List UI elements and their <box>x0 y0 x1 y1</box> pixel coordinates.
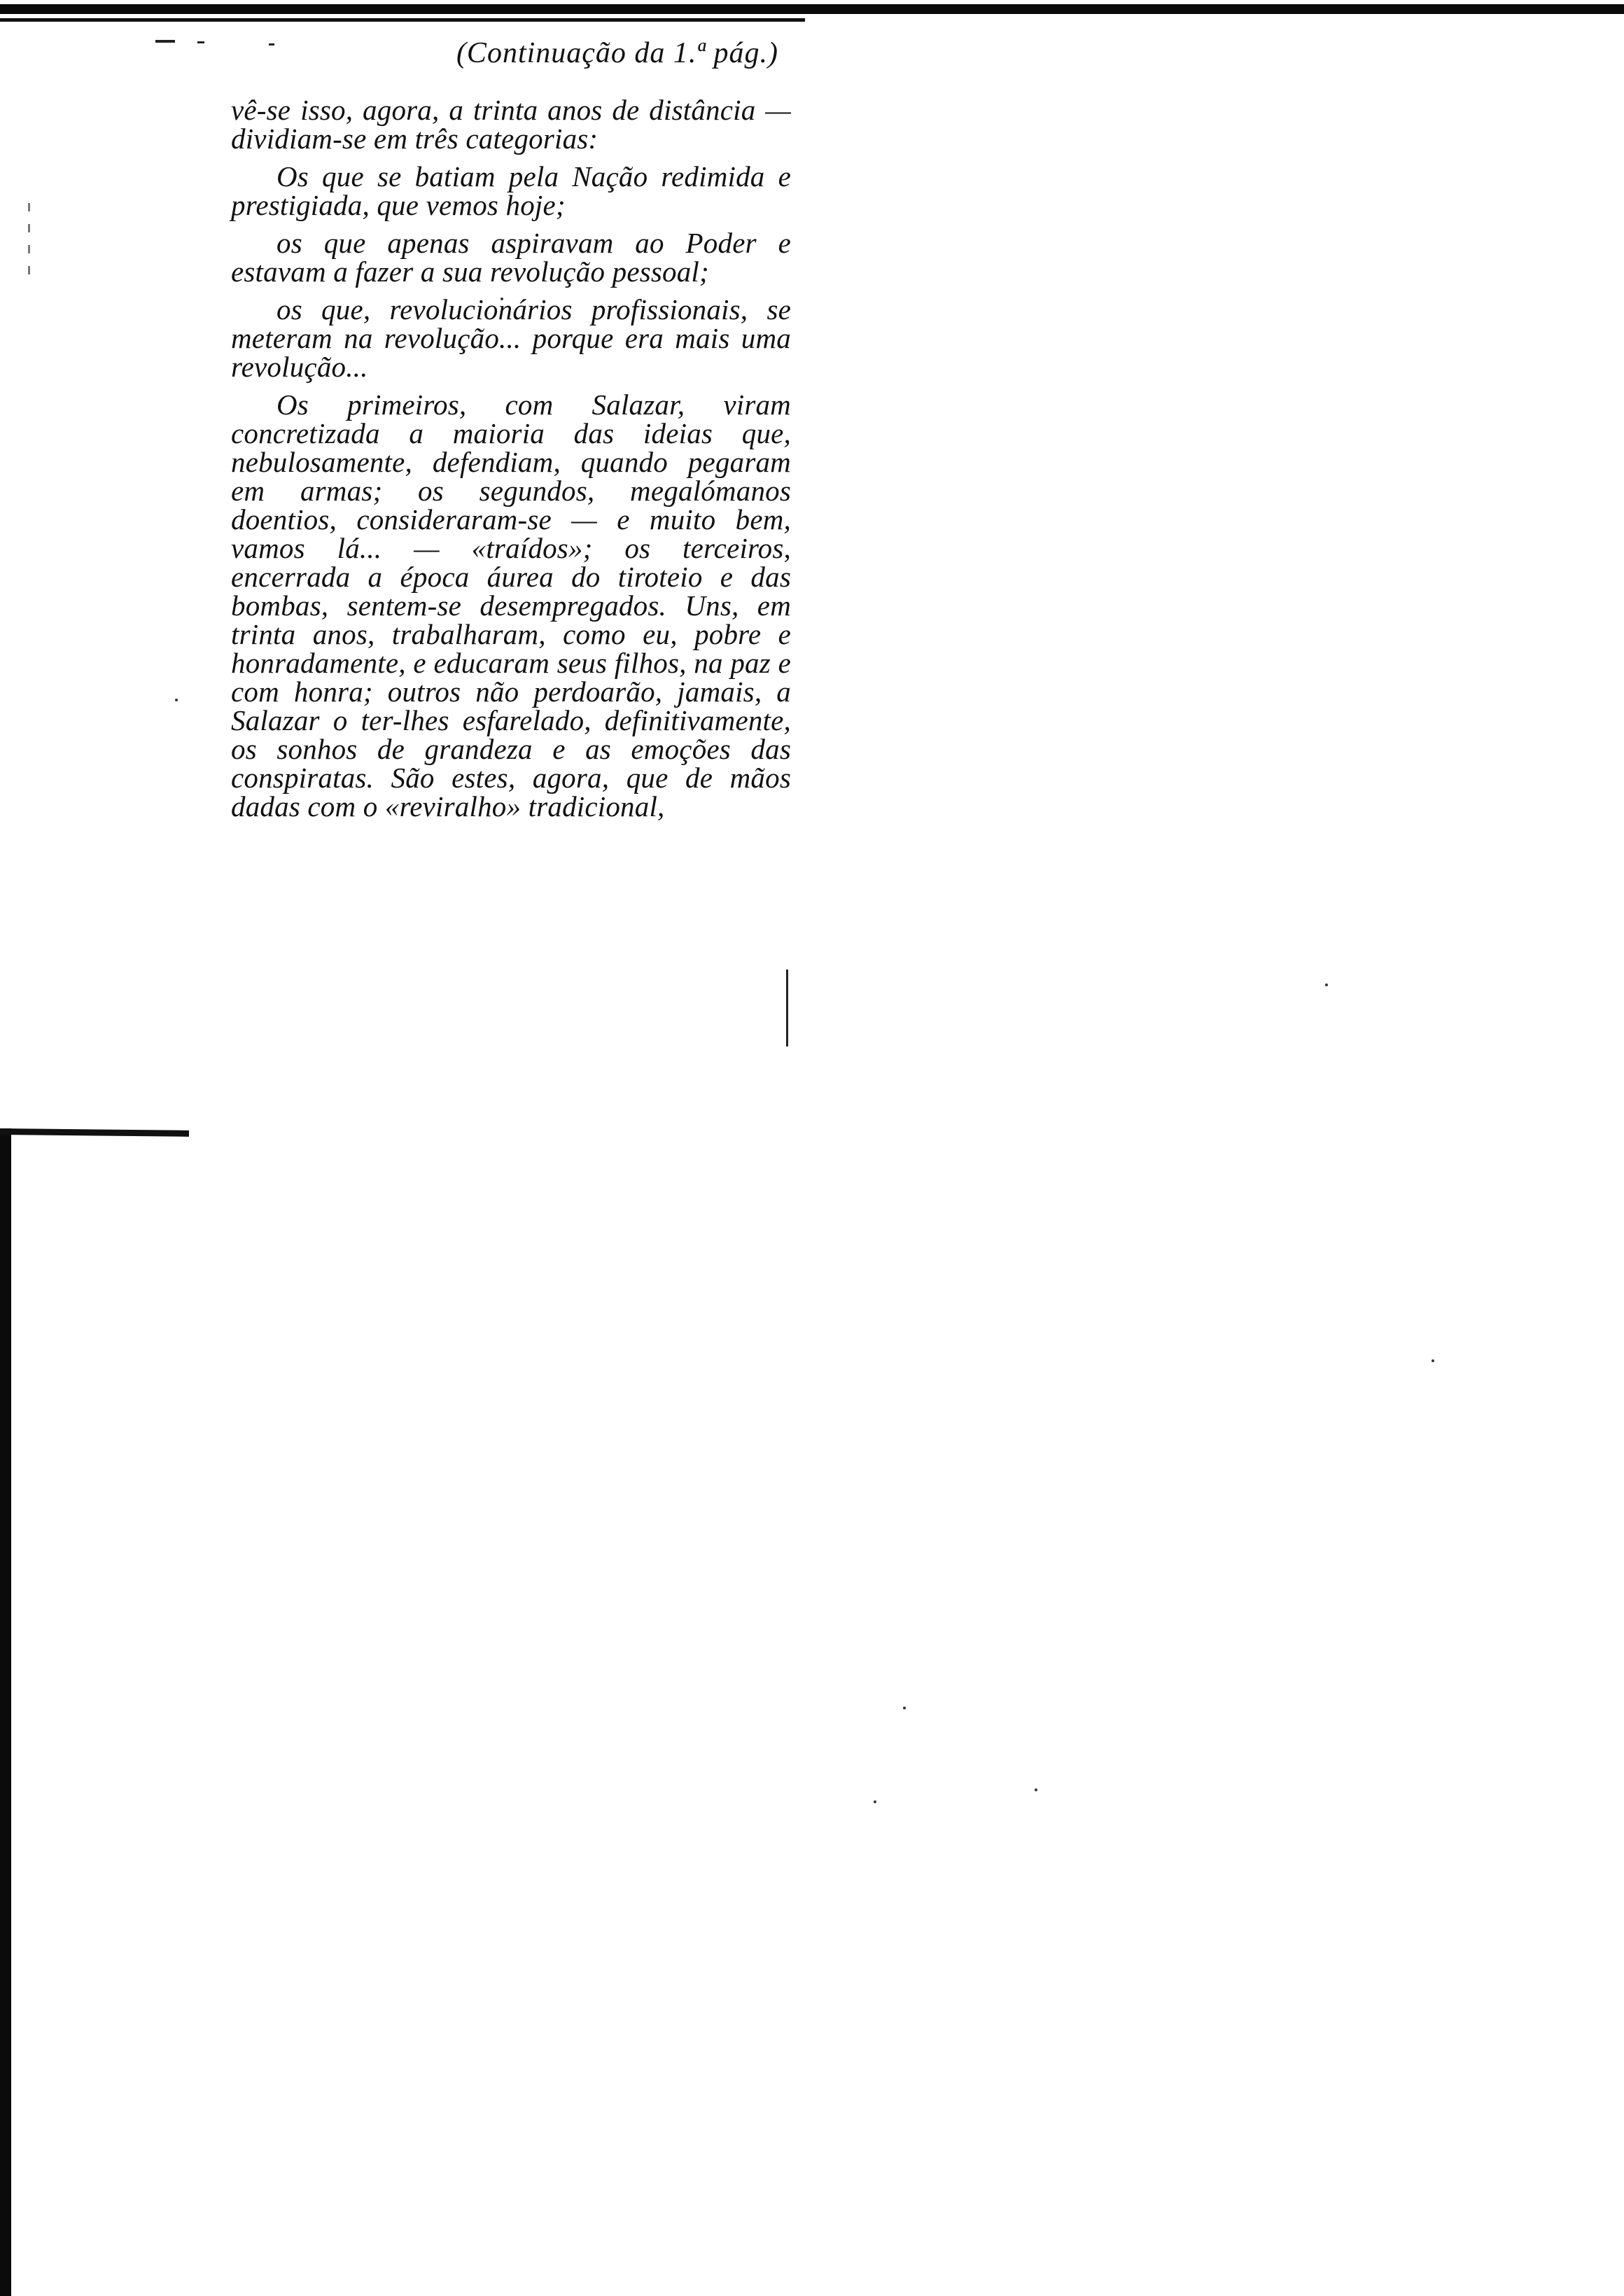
scan-mark <box>786 969 788 1046</box>
continuation-note: (Continuação da 1.ª pág.) <box>456 37 778 69</box>
article-paragraph: os que, revolucionários profissionais, se meteram na revolução... porque era mais uma revolução... <box>231 293 791 383</box>
scan-clipping-bottom-edge <box>0 1128 189 1137</box>
scan-mark <box>28 266 30 274</box>
scan-clipping-edge <box>0 18 805 22</box>
scan-speck <box>175 699 178 701</box>
scan-speck <box>1432 1359 1434 1362</box>
scan-mark <box>197 41 204 43</box>
scan-mark <box>28 203 30 211</box>
scan-speck <box>903 1707 906 1709</box>
scan-mark <box>155 40 175 43</box>
scan-mark <box>28 245 30 253</box>
article-paragraph: vê-se isso, agora, a trinta anos de distância — dividiam-se em três categorias: <box>231 94 791 155</box>
article-clipping <box>231 38 791 830</box>
article-paragraph: Os primeiros, com Salazar, viram concretizada a maioria das ideias que, nebulosamente, defendiam, quando pegaram em armas; os segundos, megalómanos doentios, consideraram-se — e muito bem, vamos lá... — «traídos»; os terceiros, encerrada a época áurea do tiroteio e das bombas, sentem-se desempregados. Uns, em trinta anos, trabalharam, como eu, pobre e honradamente, e educaram seus filhos, na paz e com honra; outros não perdoarão, jamais, a Salazar o ter-lhes esfarelado, definitivamente, os sonhos de grandeza e as emoções das conspiratas. São estes, agora, que de mãos dadas com o «reviralho» tradicional, <box>231 388 791 822</box>
article-paragraph: Os que se batiam pela Nação redimida e prestigiada, que vemos hoje; <box>231 160 791 221</box>
scan-mark <box>28 224 30 232</box>
scan-left-border <box>0 1128 11 2296</box>
article-paragraph: os que apenas aspiravam ao Poder e estavam a fazer a sua revolução pessoal; <box>231 227 791 288</box>
scan-top-border <box>0 4 1624 14</box>
scan-speck <box>1325 983 1328 986</box>
scan-speck <box>1035 1788 1037 1791</box>
scan-speck <box>874 1800 876 1803</box>
